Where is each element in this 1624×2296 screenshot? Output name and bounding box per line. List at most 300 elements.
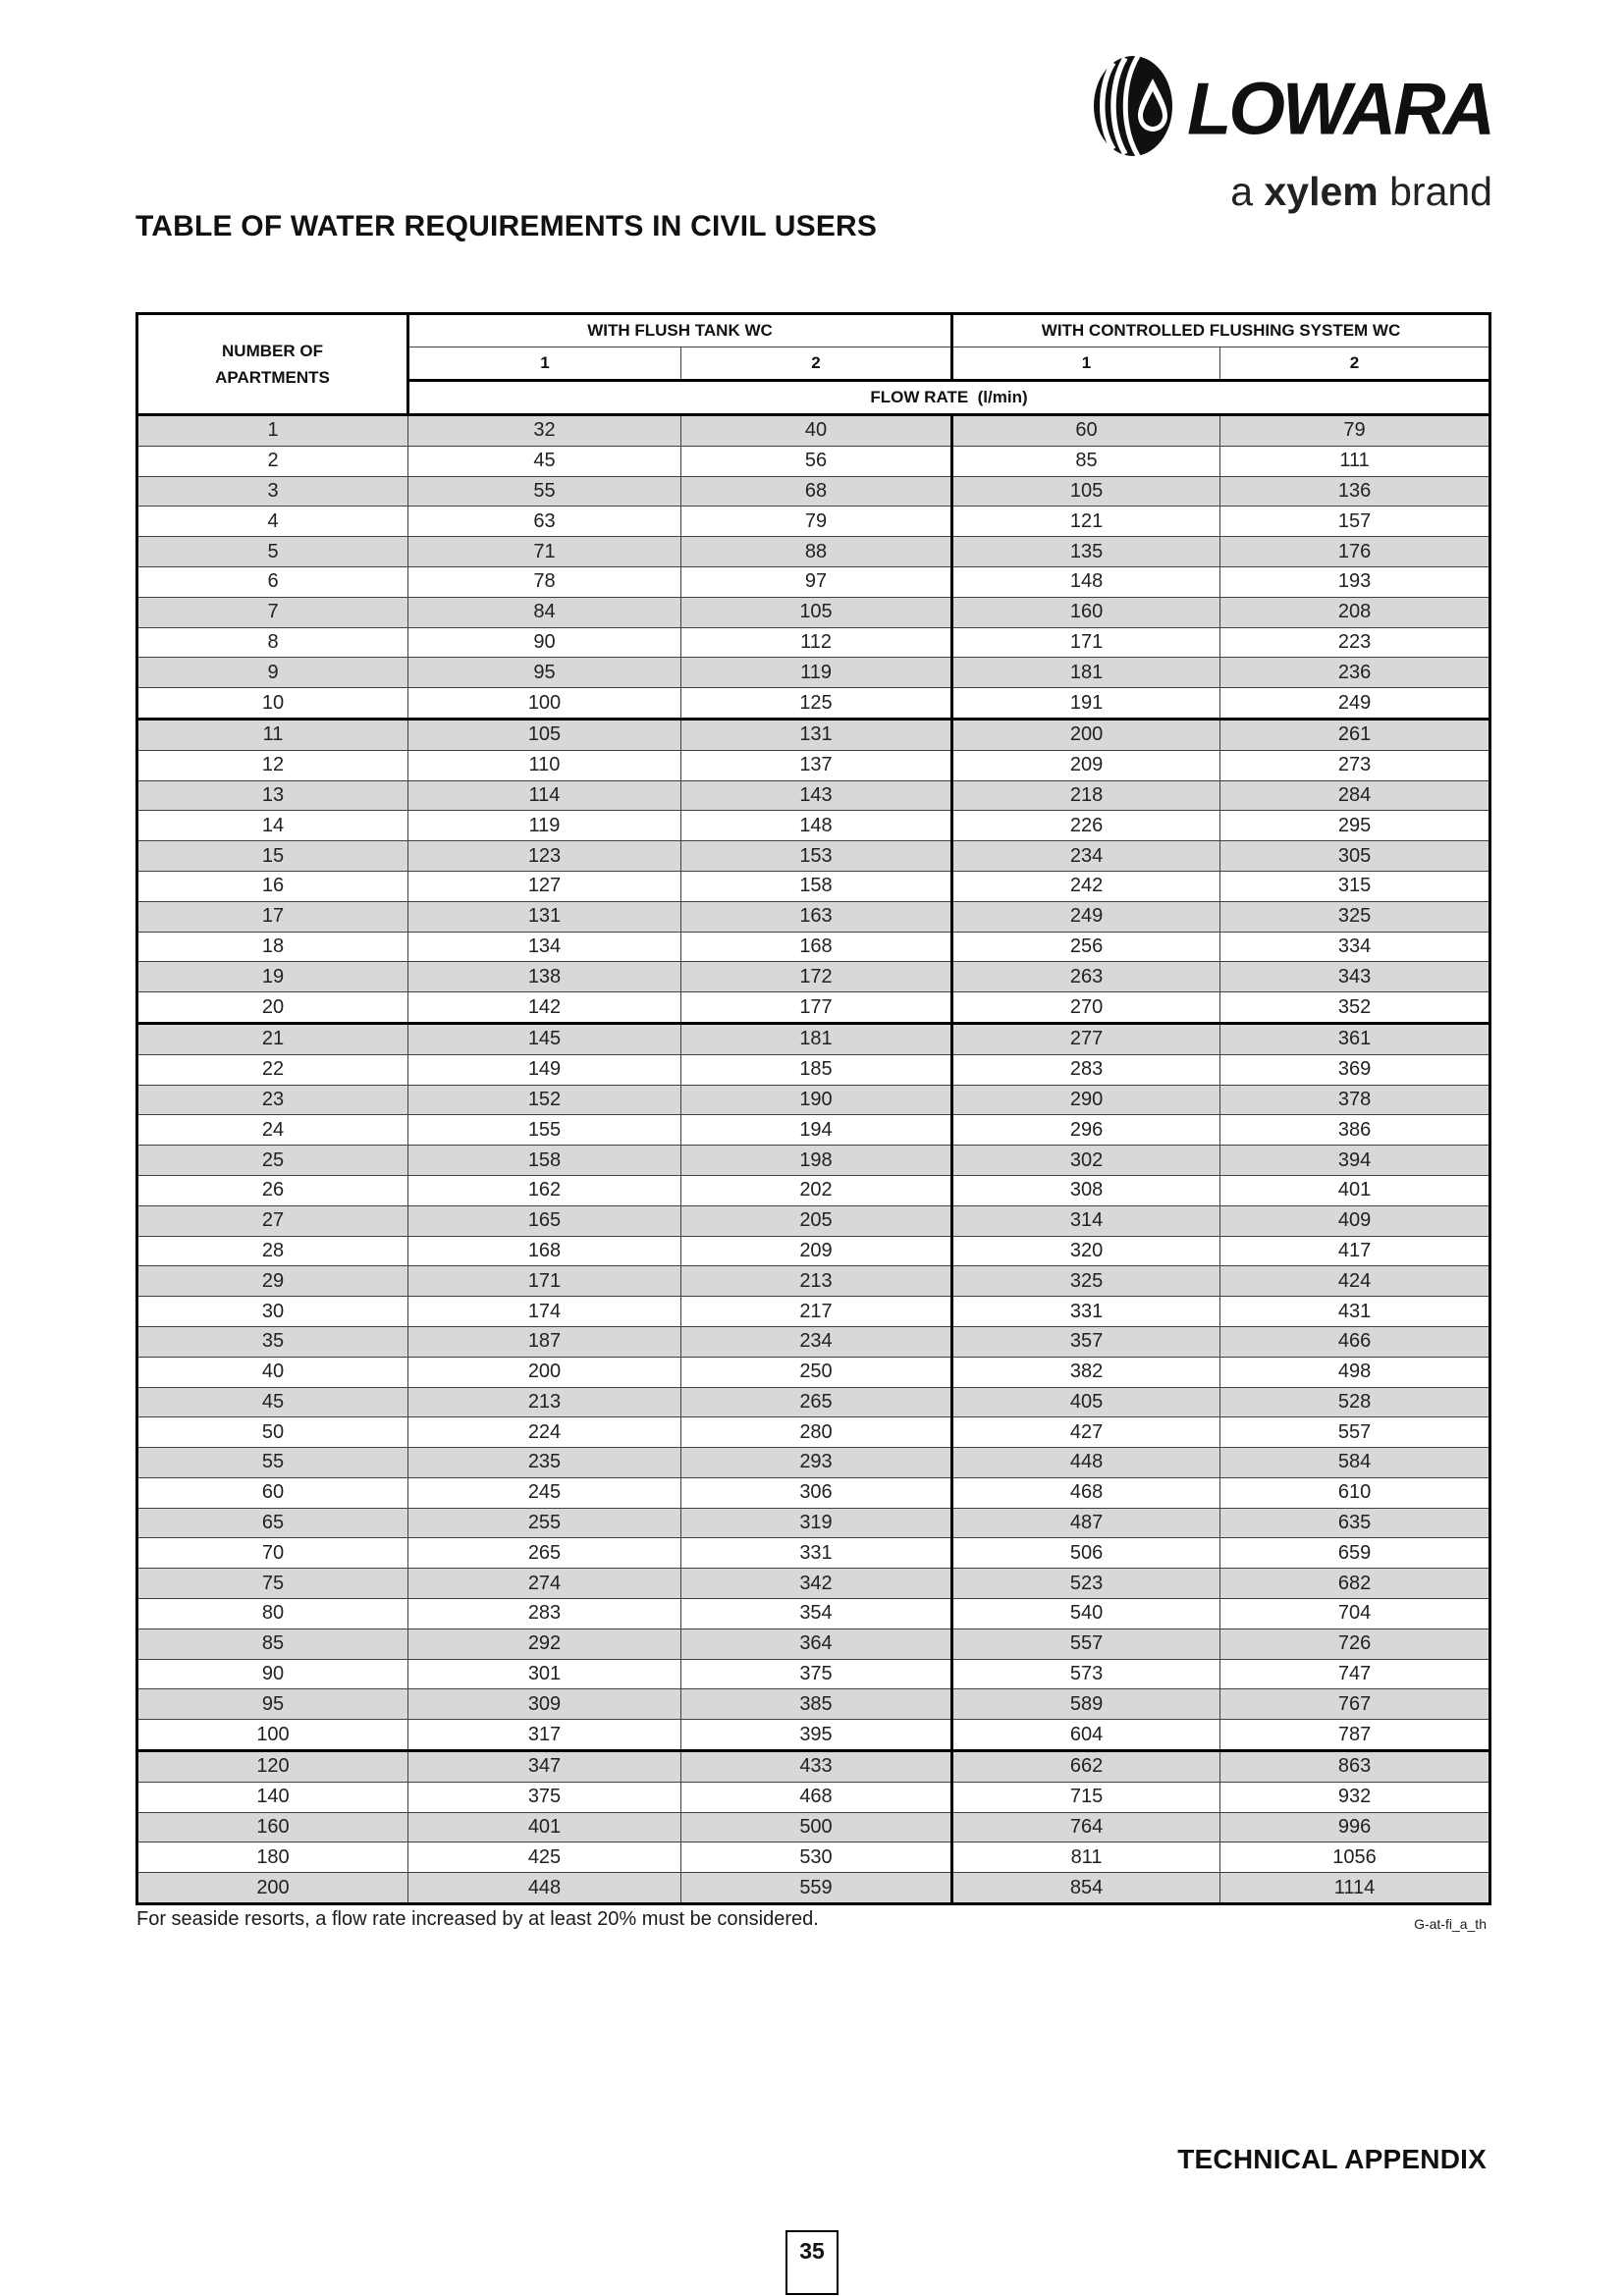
apartments-cell: 8 [137,627,408,658]
apartments-cell: 28 [137,1236,408,1266]
controlled-2-cell: 284 [1220,780,1490,811]
controlled-2-cell: 352 [1220,992,1490,1024]
table-row [137,1387,1490,1417]
flush-tank-2-cell: 500 [681,1812,952,1842]
table-row [137,750,1490,780]
controlled-2-cell: 557 [1220,1417,1490,1448]
flush-tank-1-cell: 425 [408,1842,681,1873]
table-row [137,962,1490,992]
controlled-1-cell: 811 [952,1842,1220,1873]
apartments-cell: 23 [137,1085,408,1115]
flush-tank-1-cell: 158 [408,1146,681,1176]
apartments-cell: 100 [137,1720,408,1751]
flush-tank-1-cell: 448 [408,1873,681,1904]
controlled-2-cell: 79 [1220,415,1490,447]
flush-tank-1-cell: 119 [408,811,681,841]
flush-tank-2-cell: 185 [681,1054,952,1085]
flow-rate-header: FLOW RATE (l/min) [408,381,1490,415]
controlled-1-cell: 105 [952,476,1220,507]
apartments-cell: 12 [137,750,408,780]
controlled-2-cell: 111 [1220,446,1490,476]
tagline-brand: xylem [1264,169,1379,214]
controlled-2-cell: 315 [1220,871,1490,901]
flush-tank-2-cell: 56 [681,446,952,476]
controlled-2-cell: 431 [1220,1297,1490,1327]
controlled-1-cell: 263 [952,962,1220,992]
table-row [137,811,1490,841]
controlled-1-cell: 427 [952,1417,1220,1448]
flush-tank-2-cell: 319 [681,1508,952,1538]
controlled-1-cell: 226 [952,811,1220,841]
section-label: TECHNICAL APPENDIX [1177,2144,1487,2174]
flush-tank-1-cell: 255 [408,1508,681,1538]
table-row [137,1751,1490,1783]
controlled-1-cell: 171 [952,627,1220,658]
flush-tank-2-cell: 265 [681,1387,952,1417]
flush-tank-2-cell: 395 [681,1720,952,1751]
controlled-2-cell: 787 [1220,1720,1490,1751]
table-row [137,1842,1490,1873]
flush-tank-2-cell: 385 [681,1689,952,1720]
controlled-1-cell: 277 [952,1023,1220,1054]
flush-tank-2-cell: 137 [681,750,952,780]
apartments-cell: 50 [137,1417,408,1448]
table-row [137,1569,1490,1599]
table-row [137,901,1490,932]
table-row [137,1659,1490,1689]
flush-tank-2-cell: 172 [681,962,952,992]
flush-tank-2-cell: 198 [681,1146,952,1176]
page-title: TABLE OF WATER REQUIREMENTS IN CIVIL USERS [135,210,878,242]
flush-tank-1-cell: 235 [408,1448,681,1478]
controlled-1-cell: 296 [952,1115,1220,1146]
flush-tank-2-cell: 559 [681,1873,952,1904]
apartments-cell: 7 [137,597,408,627]
apartments-cell: 160 [137,1812,408,1842]
controlled-2-cell: 394 [1220,1146,1490,1176]
controlled-2-cell: 223 [1220,627,1490,658]
flush-tank-1-cell: 155 [408,1115,681,1146]
flush-tank-1-cell: 123 [408,841,681,872]
flush-tank-1-cell: 301 [408,1659,681,1689]
flush-tank-1-cell: 95 [408,658,681,688]
flush-tank-2-cell: 177 [681,992,952,1024]
apartments-cell: 60 [137,1477,408,1508]
controlled-1-cell: 662 [952,1751,1220,1783]
table-row [137,1782,1490,1812]
controlled-2-cell: 208 [1220,597,1490,627]
table-row [137,1297,1490,1327]
controlled-2-cell: 273 [1220,750,1490,780]
flush-tank-1-cell: 127 [408,871,681,901]
table-row [137,1629,1490,1659]
flush-tank-2-cell: 280 [681,1417,952,1448]
flush-tank-2-cell: 306 [681,1477,952,1508]
flush-tank-2-cell: 342 [681,1569,952,1599]
flush-tank-2-cell: 97 [681,566,952,597]
table-row [137,1146,1490,1176]
controlled-2-cell: 932 [1220,1782,1490,1812]
controlled-2-cell: 136 [1220,476,1490,507]
flush-tank-2-cell: 190 [681,1085,952,1115]
flush-tank-1-cell: 309 [408,1689,681,1720]
flush-tank-2-cell: 112 [681,627,952,658]
table-row [137,1508,1490,1538]
flush-tank-1-cell: 200 [408,1357,681,1387]
apartments-cell: 65 [137,1508,408,1538]
controlled-1-cell: 234 [952,841,1220,872]
table-row [137,1720,1490,1751]
flush-tank-1-cell: 171 [408,1266,681,1297]
apartments-cell: 21 [137,1023,408,1054]
flush-tank-1-cell: 63 [408,507,681,537]
controlled-1-cell: 540 [952,1599,1220,1629]
controlled-1-cell: 854 [952,1873,1220,1904]
controlled-2-cell: 1056 [1220,1842,1490,1873]
controlled-2-cell: 498 [1220,1357,1490,1387]
controlled-2-cell: 528 [1220,1387,1490,1417]
controlled-2-cell: 682 [1220,1569,1490,1599]
controlled-1-cell: 573 [952,1659,1220,1689]
flush-tank-1-cell: 168 [408,1236,681,1266]
apartments-cell: 26 [137,1175,408,1205]
controlled-1-cell: 308 [952,1175,1220,1205]
controlled-1-cell: 557 [952,1629,1220,1659]
controlled-2-cell: 236 [1220,658,1490,688]
flush-tank-2-cell: 163 [681,901,952,932]
flush-tank-2-cell: 202 [681,1175,952,1205]
apartments-cell: 2 [137,446,408,476]
apartments-cell: 200 [137,1873,408,1904]
apartments-cell: 25 [137,1146,408,1176]
apartments-cell: 85 [137,1629,408,1659]
flush-tank-2-cell: 354 [681,1599,952,1629]
apartments-cell: 29 [137,1266,408,1297]
controlled-2-cell: 261 [1220,719,1490,750]
lowara-drop-icon [1093,55,1173,162]
table-row [137,1448,1490,1478]
apartments-cell: 13 [137,780,408,811]
flush-tank-2-cell: 217 [681,1297,952,1327]
controlled-1-cell: 325 [952,1266,1220,1297]
flush-tank-1-cell: 110 [408,750,681,780]
flush-tank-1-cell: 245 [408,1477,681,1508]
table-row [137,1812,1490,1842]
controlled-2-cell: 767 [1220,1689,1490,1720]
table-row [137,841,1490,872]
controlled-2-cell: 401 [1220,1175,1490,1205]
controlled-2-cell: 610 [1220,1477,1490,1508]
flush-tank-1-cell: 142 [408,992,681,1024]
table-row [137,1023,1490,1054]
flush-tank-1-cell: 32 [408,415,681,447]
flush-col-1-header: 1 [408,347,681,381]
controlled-1-cell: 604 [952,1720,1220,1751]
apartments-cell: 75 [137,1569,408,1599]
table-row [137,992,1490,1024]
controlled-1-cell: 135 [952,537,1220,567]
apartments-cell: 24 [137,1115,408,1146]
flush-tank-2-cell: 331 [681,1538,952,1569]
table-row [137,627,1490,658]
table-row [137,871,1490,901]
apartments-cell: 55 [137,1448,408,1478]
table-row [137,1236,1490,1266]
table-row [137,1175,1490,1205]
flush-tank-1-cell: 71 [408,537,681,567]
flush-tank-1-cell: 213 [408,1387,681,1417]
controlled-1-cell: 523 [952,1569,1220,1599]
tagline-prefix: a [1230,169,1265,214]
flush-tank-2-cell: 131 [681,719,952,750]
controlled-2-cell: 334 [1220,932,1490,962]
flush-tank-1-cell: 138 [408,962,681,992]
flush-tank-1-cell: 100 [408,688,681,720]
controlled-1-cell: 200 [952,719,1220,750]
flush-tank-1-cell: 165 [408,1205,681,1236]
flush-tank-1-cell: 114 [408,780,681,811]
flush-tank-2-cell: 79 [681,507,952,537]
apartments-header-line1: NUMBER OF [222,341,323,360]
apartments-cell: 180 [137,1842,408,1873]
apartments-cell: 95 [137,1689,408,1720]
controlled-1-cell: 314 [952,1205,1220,1236]
controlled-2-cell: 747 [1220,1659,1490,1689]
apartments-cell: 3 [137,476,408,507]
requirements-table [135,312,1491,1905]
controlled-2-cell: 863 [1220,1751,1490,1783]
page-number: 35 [799,2238,825,2264]
apartments-cell: 4 [137,507,408,537]
flush-tank-1-cell: 283 [408,1599,681,1629]
flush-tank-2-cell: 468 [681,1782,952,1812]
flush-tank-2-cell: 88 [681,537,952,567]
lowara-wordmark: LOWARA [1187,66,1492,150]
apartments-cell: 16 [137,871,408,901]
apartments-cell: 9 [137,658,408,688]
table-row [137,1599,1490,1629]
controlled-2-cell: 417 [1220,1236,1490,1266]
flush-tank-2-cell: 105 [681,597,952,627]
controlled-2-cell: 424 [1220,1266,1490,1297]
flush-tank-2-cell: 68 [681,476,952,507]
apartments-header-line2: APARTMENTS [215,368,330,387]
apartments-cell: 14 [137,811,408,841]
table-body [137,415,1490,1904]
controlled-1-cell: 405 [952,1387,1220,1417]
controlled-2-cell: 409 [1220,1205,1490,1236]
controlled-1-cell: 270 [952,992,1220,1024]
apartments-cell: 5 [137,537,408,567]
flush-col-2-header: 2 [681,347,952,381]
table-row [137,1477,1490,1508]
controlled-1-cell: 487 [952,1508,1220,1538]
brand-block [1093,55,1492,212]
apartments-cell: 6 [137,566,408,597]
controlled-group-header: WITH CONTROLLED FLUSHING SYSTEM WC [952,314,1490,347]
flush-tank-1-cell: 162 [408,1175,681,1205]
table-row [137,1357,1490,1387]
apartments-cell: 140 [137,1782,408,1812]
controlled-1-cell: 468 [952,1477,1220,1508]
flush-tank-2-cell: 234 [681,1326,952,1357]
apartments-cell: 19 [137,962,408,992]
controlled-2-cell: 659 [1220,1538,1490,1569]
flush-tank-2-cell: 205 [681,1205,952,1236]
controlled-2-cell: 361 [1220,1023,1490,1054]
apartments-cell: 90 [137,1659,408,1689]
controlled-1-cell: 331 [952,1297,1220,1327]
controlled-1-cell: 191 [952,688,1220,720]
controlled-1-cell: 249 [952,901,1220,932]
apartments-cell: 40 [137,1357,408,1387]
table-row [137,1266,1490,1297]
water-requirements-table [135,312,1489,1905]
controlled-1-cell: 209 [952,750,1220,780]
flush-tank-1-cell: 45 [408,446,681,476]
controlled-2-cell: 305 [1220,841,1490,872]
flush-tank-group-header: WITH FLUSH TANK WC [408,314,952,347]
controlled-2-cell: 726 [1220,1629,1490,1659]
apartments-cell: 35 [137,1326,408,1357]
controlled-2-cell: 996 [1220,1812,1490,1842]
controlled-2-cell: 249 [1220,688,1490,720]
flush-tank-2-cell: 119 [681,658,952,688]
flush-tank-2-cell: 530 [681,1842,952,1873]
controlled-1-cell: 256 [952,932,1220,962]
table-row [137,476,1490,507]
group-header-row [137,314,1490,347]
flush-tank-2-cell: 293 [681,1448,952,1478]
controlled-2-cell: 157 [1220,507,1490,537]
flush-tank-2-cell: 148 [681,811,952,841]
flush-tank-1-cell: 375 [408,1782,681,1812]
apartments-cell: 70 [137,1538,408,1569]
controlled-1-cell: 382 [952,1357,1220,1387]
table-row [137,1689,1490,1720]
table-row [137,446,1490,476]
controlled-1-cell: 85 [952,446,1220,476]
table-row [137,566,1490,597]
table-row [137,719,1490,750]
controlled-2-cell: 584 [1220,1448,1490,1478]
controlled-col-2-header: 2 [1220,347,1490,381]
controlled-1-cell: 283 [952,1054,1220,1085]
controlled-2-cell: 1114 [1220,1873,1490,1904]
flush-tank-2-cell: 250 [681,1357,952,1387]
flush-tank-1-cell: 174 [408,1297,681,1327]
flush-tank-1-cell: 105 [408,719,681,750]
flush-tank-2-cell: 209 [681,1236,952,1266]
table-row [137,1538,1490,1569]
apartments-cell: 22 [137,1054,408,1085]
table-row [137,1873,1490,1904]
controlled-2-cell: 369 [1220,1054,1490,1085]
controlled-2-cell: 466 [1220,1326,1490,1357]
flush-tank-1-cell: 152 [408,1085,681,1115]
flush-tank-2-cell: 213 [681,1266,952,1297]
controlled-1-cell: 764 [952,1812,1220,1842]
flush-tank-1-cell: 292 [408,1629,681,1659]
controlled-2-cell: 635 [1220,1508,1490,1538]
seaside-note: For seaside resorts, a flow rate increased by at least 20% must be considered. [136,1908,819,1930]
apartments-cell: 15 [137,841,408,872]
flush-tank-1-cell: 149 [408,1054,681,1085]
controlled-2-cell: 295 [1220,811,1490,841]
flush-tank-2-cell: 433 [681,1751,952,1783]
table-row [137,1326,1490,1357]
controlled-1-cell: 160 [952,597,1220,627]
tagline-suffix: brand [1378,169,1492,214]
table-row [137,1054,1490,1085]
flush-tank-1-cell: 131 [408,901,681,932]
flush-tank-1-cell: 317 [408,1720,681,1751]
flush-tank-2-cell: 158 [681,871,952,901]
flush-tank-2-cell: 375 [681,1659,952,1689]
controlled-1-cell: 242 [952,871,1220,901]
flush-tank-1-cell: 347 [408,1751,681,1783]
apartments-cell: 80 [137,1599,408,1629]
apartments-cell: 18 [137,932,408,962]
flush-tank-1-cell: 145 [408,1023,681,1054]
controlled-1-cell: 715 [952,1782,1220,1812]
controlled-1-cell: 290 [952,1085,1220,1115]
table-row [137,688,1490,720]
flush-tank-1-cell: 84 [408,597,681,627]
controlled-2-cell: 386 [1220,1115,1490,1146]
controlled-1-cell: 589 [952,1689,1220,1720]
controlled-1-cell: 60 [952,415,1220,447]
flush-tank-1-cell: 401 [408,1812,681,1842]
controlled-1-cell: 448 [952,1448,1220,1478]
flush-tank-2-cell: 125 [681,688,952,720]
table-row [137,597,1490,627]
apartments-cell: 1 [137,415,408,447]
apartments-cell: 27 [137,1205,408,1236]
table-row [137,415,1490,447]
flush-tank-2-cell: 168 [681,932,952,962]
apartments-header [137,314,408,415]
controlled-1-cell: 357 [952,1326,1220,1357]
controlled-2-cell: 193 [1220,566,1490,597]
table-row [137,658,1490,688]
flush-tank-2-cell: 194 [681,1115,952,1146]
flush-tank-1-cell: 187 [408,1326,681,1357]
flush-tank-2-cell: 364 [681,1629,952,1659]
apartments-cell: 11 [137,719,408,750]
controlled-1-cell: 181 [952,658,1220,688]
controlled-2-cell: 343 [1220,962,1490,992]
controlled-1-cell: 506 [952,1538,1220,1569]
apartments-cell: 30 [137,1297,408,1327]
table-row [137,537,1490,567]
controlled-1-cell: 121 [952,507,1220,537]
controlled-2-cell: 325 [1220,901,1490,932]
flush-tank-2-cell: 143 [681,780,952,811]
table-row [137,1205,1490,1236]
table-row [137,1115,1490,1146]
table-row [137,507,1490,537]
apartments-cell: 10 [137,688,408,720]
apartments-cell: 17 [137,901,408,932]
flush-tank-2-cell: 153 [681,841,952,872]
table-row [137,1417,1490,1448]
controlled-col-1-header: 1 [952,347,1220,381]
controlled-2-cell: 704 [1220,1599,1490,1629]
controlled-1-cell: 218 [952,780,1220,811]
flush-tank-2-cell: 181 [681,1023,952,1054]
table-row [137,932,1490,962]
